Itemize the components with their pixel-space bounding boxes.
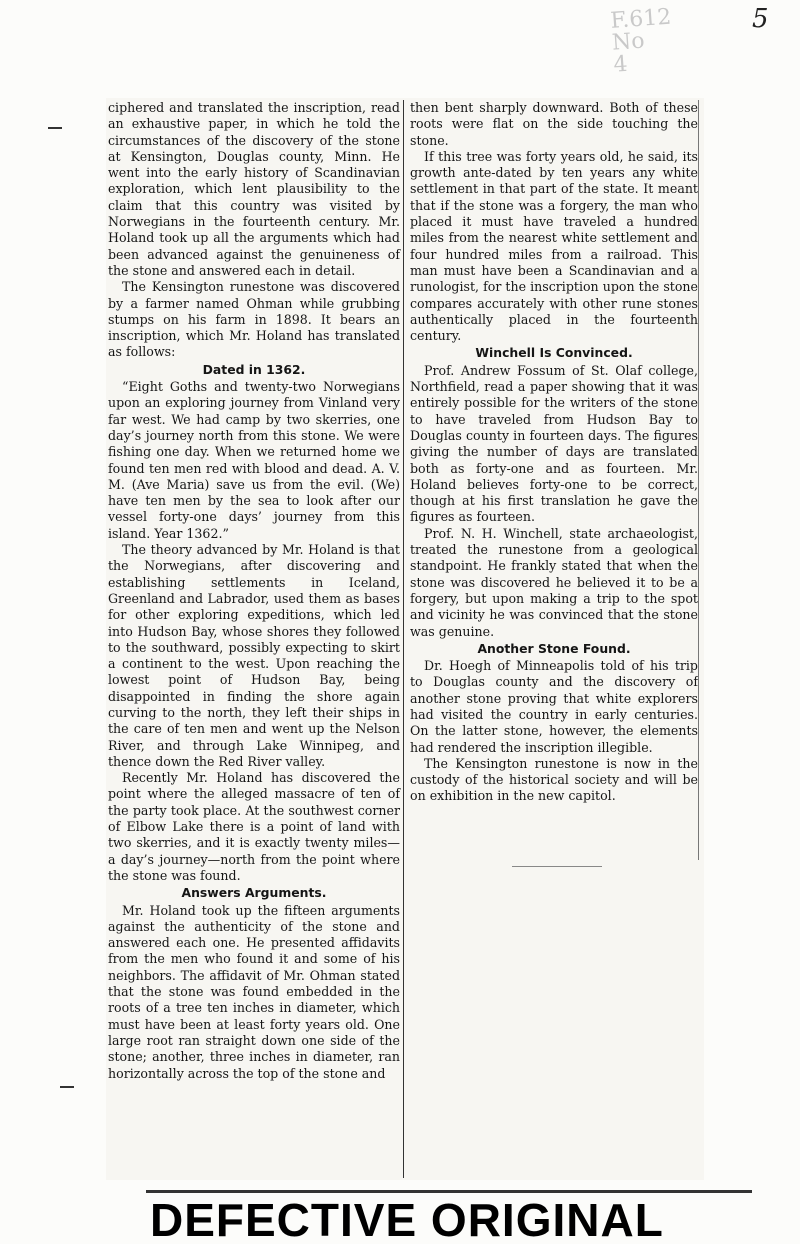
- paragraph: Mr. Holand took up the fifteen arguments against the authenticity of the stone and answered each one. He presented affidavits from the men who found it and some of his neighbors. The affidavit of Mr. Ohman stated that the stone was found embedded in the roots of a tree ten inches in diameter, which must have been at least forty years old. One large root ran straight down one side of the stone; another, three inches in diameter, ran horizontally across the top of the stone and: [108, 902, 400, 1081]
- paragraph: If this tree was forty years old, he said, its growth ante-dated by ten years any white settlement in that part of the state. It meant that if the stone was a forgery, the man who placed it must have traveled a hundred miles from the nearest white settlement and four hundred miles from a railroad. This man must have been a Scandinavian and a runologist, for the inscription upon the stone compares accurately with other rune stones authentically placed in the fourteenth century.: [410, 148, 698, 344]
- paragraph: Dr. Hoegh of Minneapolis told of his trip to Douglas county and the discovery of another stone proving that white explorers had visited the country in early centuries. On the latter stone, however, the elements had rendered the inscription illegible.: [410, 658, 698, 755]
- paragraph: The theory advanced by Mr. Holand is that the Norwegians, after discovering and establishing settlements in Iceland, Greenland and Labrador, used them as bases for other exploring expeditions, which led into Hudson Bay, whose shores they followed to the southward, possibly expecting to skirt a continent to the west. Upon reaching the lowest point of Hudson Bay, being disappointed in finding the shore again curving to the north, they left their ships in the care of ten men and went up the Nelson River, and through Lake Winnipeg, and thence down the Red River valley.: [108, 542, 400, 769]
- stamp-border: [146, 1190, 752, 1193]
- clipping-edge: [698, 100, 699, 860]
- margin-tick-top: [48, 127, 62, 129]
- section-heading: Dated in 1362.: [202, 361, 306, 377]
- article-column-left: [108, 100, 400, 1082]
- paragraph: “Eight Goths and twenty-two Norwegians upon an exploring journey from Vinland very far west. We had camp by two skerries, one day’s journey north from this stone. We were fishing one day. When we returned home we found ten men red with blood and dead. A. V. M. (Ave Maria) save us from the evil. (We) have ten men by the sea to look after our vessel forty-one days’ journey from this island. Year 1362.”: [108, 379, 400, 541]
- page-number: 5: [752, 4, 769, 34]
- defective-original-stamp: DEFECTIVE ORIGINAL: [150, 1194, 664, 1246]
- paragraph: The Kensington runestone is now in the custody of the historical society and will be on exhibition in the new capitol.: [410, 755, 698, 804]
- paragraph: Recently Mr. Holand has discovered the point where the alleged massacre of ten of the party took place. At the southwest corner of Elbow Lake there is a point of land with two skerries, and it is exactly twenty miles—a day’s journey—north from the point where the stone was found.: [108, 770, 400, 883]
- paragraph: Prof. Andrew Fossum of St. Olaf college, Northfield, read a paper showing that it was entirely possible for the writers of the stone to have traveled from Hudson Bay to Douglas county in fourteen days. The figures giving the number of days are translated both as forty-one and as fourteen. Mr. Holand believes forty-one to be correct, though at his first translation he gave the figures as fourteen.: [410, 362, 698, 525]
- column-divider: [403, 100, 404, 1178]
- article-end-rule: [512, 866, 602, 867]
- section-heading: Another Stone Found.: [477, 640, 631, 656]
- archive-reference-mark: F.612 No 4: [609, 4, 673, 78]
- section-heading: Winchell Is Convinced.: [475, 345, 633, 361]
- paragraph: then bent sharply downward. Both of these roots were flat on the side touching the stone.: [410, 100, 698, 148]
- margin-tick-bottom: [60, 1086, 74, 1088]
- paragraph: Prof. N. H. Winchell, state archaeologist, treated the runestone from a geological standpoint. He frankly stated that when the stone was discovered he believed it to be a forgery, but upon making a trip to the spot and vicinity he was convinced that the stone was genuine.: [410, 525, 698, 639]
- section-heading: Answers Arguments.: [181, 885, 327, 901]
- article-column-right: [410, 100, 698, 805]
- paragraph: The Kensington runestone was discovered by a farmer named Ohman while grubbing stumps on his farm in 1898. It bears an inscription, which Mr. Holand has translated as follows:: [108, 279, 400, 360]
- paragraph: ciphered and translated the inscription, read an exhaustive paper, in which he told the circumstances of the discovery of the stone at Kensington, Douglas county, Minn. He went into the early history of Scandinavian exploration, which lent plausibility to the claim that this country was visited by Norwegians in the fourteenth century. Mr. Holand took up all the arguments which had been advanced against the genuineness of the stone and answered each in detail.: [108, 100, 400, 278]
